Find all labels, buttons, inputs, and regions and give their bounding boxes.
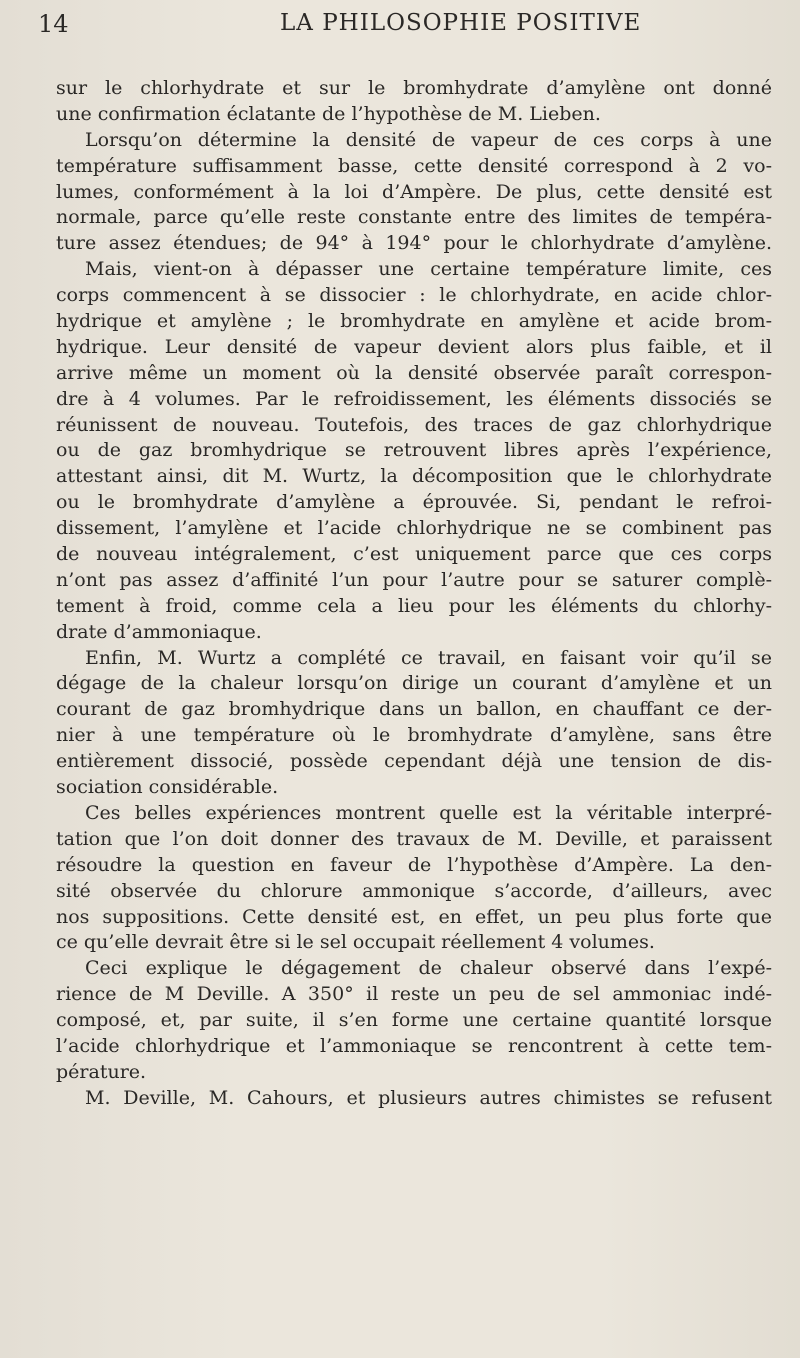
text-line: nier à une température où le bromhydrate d’amylène, sans être: [56, 724, 772, 747]
text-line: hydrique. Leur densité de vapeur devient alors plus faible, et il: [56, 335, 772, 358]
text-line: réunissent de nouveau. Toutefois, des traces de gaz chlorhydrique: [56, 413, 772, 436]
text-line: entièrement dissocié, possède cependant déjà une tension de dis-: [56, 750, 772, 773]
text-line: ture assez étendues; de 94° à 194° pour le chlorhydrate d’amylène.: [56, 232, 772, 255]
text-line: ou le bromhydrate d’amylène a éprouvée. Si, pendant le refroi-: [56, 491, 772, 514]
text-line: corps commencent à se dissocier : le chlorhydrate, en acide chlor-: [56, 284, 772, 307]
text-line: pérature.: [56, 1060, 147, 1083]
text-line: dégage de la chaleur lorsqu’on dirige un courant d’amylène et un: [56, 672, 772, 695]
text-line: Enfin, M. Wurtz a complété ce travail, en faisant voir qu’il se: [85, 646, 772, 669]
text-line: normale, parce qu’elle reste constante entre des limites de tempéra-: [56, 206, 772, 229]
text-line: sociation considérable.: [56, 776, 279, 799]
page-header: [38, 10, 768, 50]
body-text: [56, 76, 772, 1112]
text-line: tation que l’on doit donner des travaux de M. Deville, et paraissent: [56, 827, 772, 850]
text-line: n’ont pas assez d’affinité l’un pour l’autre pour se saturer complè-: [56, 568, 772, 591]
text-line: de nouveau intégralement, c’est uniquement parce que ces corps: [56, 543, 772, 566]
text-line: dre à 4 volumes. Par le refroidissement, les éléments dissociés se: [56, 387, 772, 410]
text-line: ou de gaz bromhydrique se retrouvent libres après l’expérience,: [56, 439, 772, 462]
text-line: courant de gaz bromhydrique dans un ballon, en chauffant ce der-: [56, 698, 772, 721]
text-line: température suffisamment basse, cette densité correspond à 2 vo-: [56, 154, 772, 177]
text-line: hydrique et amylène ; le bromhydrate en amylène et acide brom-: [56, 310, 772, 333]
running-title: LA PHILOSOPHIE POSITIVE: [280, 10, 642, 36]
text-line: rience de M Deville. A 350° il reste un peu de sel ammoniac indé-: [56, 983, 772, 1006]
text-line: Ceci explique le dégagement de chaleur observé dans l’expé-: [85, 957, 772, 980]
text-line: attestant ainsi, dit M. Wurtz, la décomposition que le chlorhydrate: [56, 465, 772, 488]
text-line: l’acide chlorhydrique et l’ammoniaque se rencontrent à cette tem-: [56, 1034, 772, 1057]
text-line: nos suppositions. Cette densité est, en effet, un peu plus forte que: [56, 905, 772, 928]
text-line: tement à froid, comme cela a lieu pour les éléments du chlorhy-: [56, 594, 772, 617]
text-line: résoudre la question en faveur de l’hypothèse d’Ampère. La den-: [56, 853, 772, 876]
text-line: lumes, conformément à la loi d’Ampère. De plus, cette densité est: [56, 180, 772, 203]
text-line: sité observée du chlorure ammonique s’accorde, d’ailleurs, avec: [56, 879, 772, 902]
text-line: drate d’ammoniaque.: [56, 620, 262, 643]
text-line: Ces belles expériences montrent quelle est la véritable interpré-: [85, 801, 772, 824]
text-line: sur le chlorhydrate et sur le bromhydrate d’amylène ont donné: [56, 77, 772, 99]
text-line: ce qu’elle devrait être si le sel occupait réellement 4 volumes.: [56, 931, 655, 954]
text-line: arrive même un moment où la densité observée paraît correspon-: [56, 361, 772, 384]
text-line: une confirmation éclatante de l’hypothèse de M. Lieben.: [56, 102, 601, 125]
text-line: M. Deville, M. Cahours, et plusieurs autres chimistes se refusent: [85, 1086, 772, 1109]
text-line: Mais, vient-on à dépasser une certaine température limite, ces: [85, 258, 772, 281]
page-number: 14: [38, 10, 69, 38]
text-line: Lorsqu’on détermine la densité de vapeur de ces corps à une: [85, 128, 772, 151]
text-line: dissement, l’amylène et l’acide chlorhydrique ne se combinent pas: [56, 517, 772, 540]
text-line: composé, et, par suite, il s’en forme une certaine quantité lorsque: [56, 1009, 772, 1032]
